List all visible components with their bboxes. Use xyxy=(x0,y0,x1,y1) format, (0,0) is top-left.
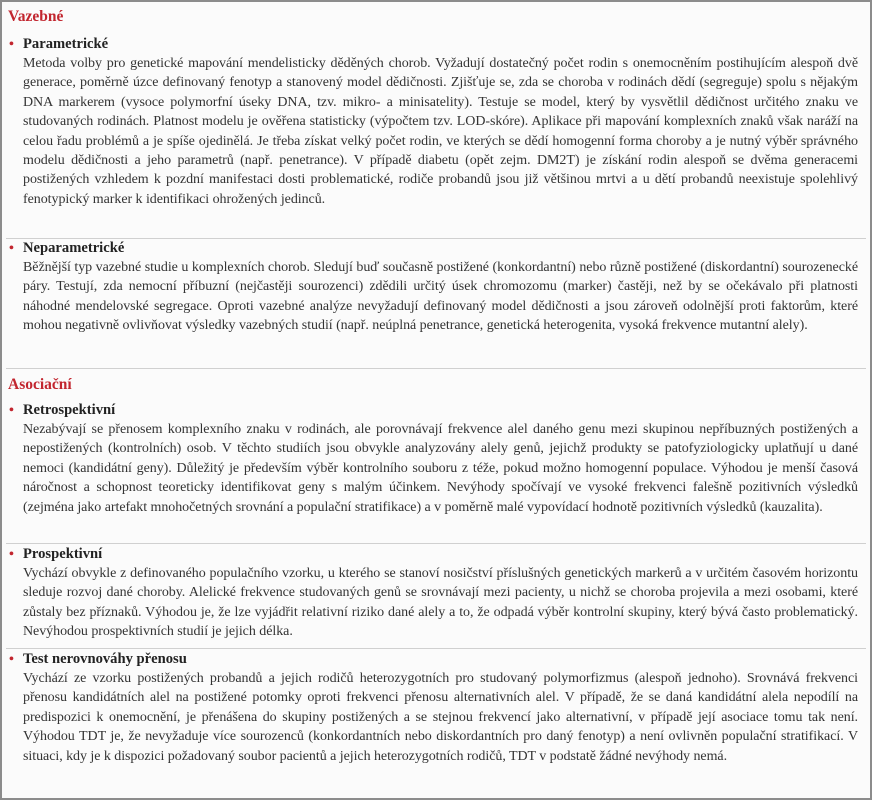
bullet-icon: • xyxy=(9,547,14,562)
item-neparametricke xyxy=(2,239,870,336)
separator xyxy=(6,648,866,649)
bullet-icon: • xyxy=(9,241,14,256)
item-text: Nezabývají se přenosem komplexního znaku v rodinách, ale porovnávají frekvence alel daného genu mezi skupinou nepříbuzných postižených a nepostižených (kontrolních) osob. V těchto studiích jsou obvykle analyzovány alely genů, jejichž produkty se patofyziologicky uplatňují u dané nemoci (kandidátní geny). Důležitý je především výběr kontrolního souboru z téže, pokud možno homogenní populace. Výhodou je menší časová náročnost a schopnost teoreticky identifikovat geny s malým účinkem. Nevýhody spočívají ve vysoké frekvenci falešně pozitivních výsledků (zejména jako artefakt mnohočetných srovnání a populační stratifikace) a v poměrně malé vypovídací hodnotě pozitivních výsledků (kauzalita). xyxy=(23,422,858,515)
section-title: Asociační xyxy=(8,376,72,393)
item-title: Retrospektivní xyxy=(23,402,116,418)
separator xyxy=(6,543,866,544)
section-title: Vazebné xyxy=(8,8,64,25)
section-vazebne xyxy=(2,7,870,26)
item-test-nerovnovahy-prenosu xyxy=(2,650,870,766)
item-title: Prospektivní xyxy=(23,546,103,562)
item-title: Neparametrické xyxy=(23,240,125,256)
item-text: Běžnější typ vazebné studie u komplexních chorob. Sledují buď současně postižené (konkordantní) nebo různě postižené (diskordantní) sourozenecké páry. Testují, zda nemocní příbuzní (nejčastěji sourozenci) zdědili určitý úsek chromozomu (marker) častěji, než by se očekávalo při platnosti náhodné mendelovské segregace. Oproti vazebné analýze nevyžadují definovaný model dědičnosti a jsou zároveň odolnější proti faktorům, které mohou negativně ovlivňovat výsledky vazebných studií (např. neúplná penetrance, genetická heterogenita, vysoká frekvence mutantní alely). xyxy=(23,260,858,334)
item-retrospektivni xyxy=(2,401,870,517)
item-prospektivni xyxy=(2,545,870,642)
bullet-icon: • xyxy=(9,37,14,52)
item-parametricke xyxy=(2,35,870,209)
section-asociacni xyxy=(2,375,870,394)
separator xyxy=(6,368,866,369)
item-title: Test nerovnováhy přenosu xyxy=(23,651,187,667)
item-title: Parametrické xyxy=(23,36,109,52)
item-text: Vychází ze vzorku postižených probandů a jejich rodičů heterozygotních pro studovaný polymorfizmus (alespoň jednoho). Srovnává frekvenci přenosu kandidátních alel na postižené potomky oproti frekvenci přenosu alternativních alel. V případě, že se daná kandidátní alela nepodílí na predispozici k onemocnění, je přenášena do skupiny postižených a se stejnou frekvencí jako alternativní, v případě její asociace tomu tak není. Výhodou TDT je, že nevyžaduje více sourozenců (konkordantních nebo diskordantních pro daný fenotyp) a není ovlivněn populační stratifikací. V situaci, kdy je k dispozici požadovaný soubor pacientů a jejich heterozygotních rodičů, TDT v podstatě žádné nevýhody nemá. xyxy=(23,671,858,764)
item-text: Vychází obvykle z definovaného populačního vzorku, u kterého se stanoví nosičství příslušných genetických markerů a v určitém časovém horizontu sleduje rozvoj dané choroby. Alelické frekvence studovaných genů se srovnávají mezi pacienty, u nichž se choroba projevila a mezi osobami, které zůstaly bez příznaků. Výhodou je, že lze vyjádřit relativní riziko dané alely a to, že odpadá výběr kontrolní skupiny, který bývá často problematický. Nevýhodou prospektivních studií je jejich délka. xyxy=(23,566,858,640)
item-text: Metoda volby pro genetické mapování mendelisticky děděných chorob. Vyžadují dostatečný počet rodin s onemocněním postihujícím alespoň dvě generace, poměrně úzce definovaný fenotyp a stanovený model dědičnosti. Zjišťuje se, zda se choroba v rodinách dědí (segreguje) spolu s nějakým DNA markerem (vysoce polymorfní úseky DNA, tzv. mikro- a minisatelity). Testuje se model, který by vysvětlil dědičnost určitého znaku ve studovaných rodinách. Platnost modelu je ověřena statisticky (výpočtem tzv. LOD-skóre). Aplikace při mapování komplexních znaků však naráží na celou řadu problémů a je spíše ojedinělá. Je třeba získat velký počet rodin, ve kterých se dědí homogenní forma choroby a je nutný výběr správného modelu dědičnosti a jeho parametrů (např. penetrance). V případě diabetu (opět zejm. DM2T) je získání rodin alespoň se dvěma generacemi postižených vzhledem k pozdní manifestaci dosti problematické, rodiče probandů jsou již většinou mrtvi a u dětí probandů neexistuje spolehlivý fenotypický marker k identifikaci ohrožených jedinců. xyxy=(23,56,858,207)
bullet-icon: • xyxy=(9,652,14,667)
bullet-icon: • xyxy=(9,403,14,418)
